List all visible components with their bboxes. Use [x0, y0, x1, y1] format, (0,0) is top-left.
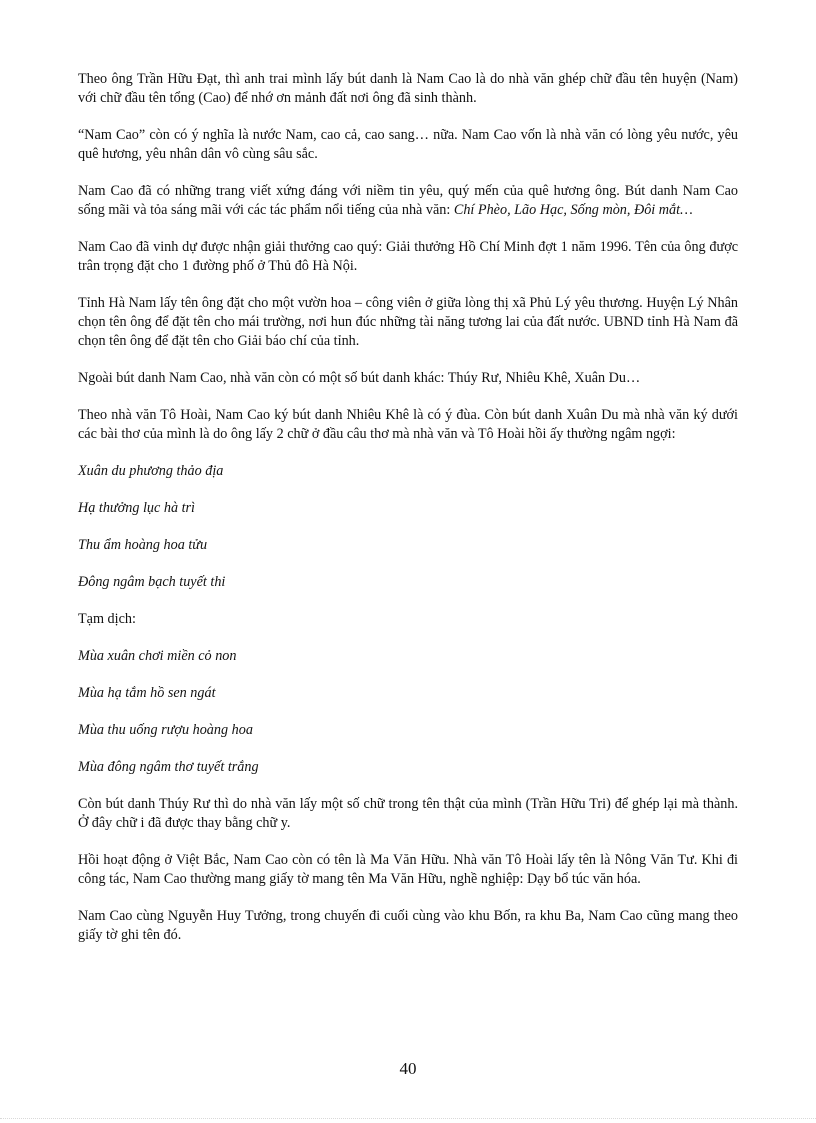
translation-label: Tạm dịch:: [78, 611, 136, 627]
paragraph-thuy-ru-origin: Còn bút danh Thúy Rư thì do nhà văn lấy một số chữ trong tên thật của mình (Trần Hữu Tri) để ghép lại mà thành. Ở đây chữ i đã được thay bằng chữ y.: [78, 796, 738, 831]
translated-poem-line: Mùa đông ngâm thơ tuyết trắng: [78, 759, 259, 775]
paragraph-pen-name-origin: Theo ông Trần Hữu Đạt, thì anh trai mình lấy bút danh là Nam Cao là do nhà văn ghép chữ đầu tên huyện (Nam) với chữ đầu tên tổng (Cao) để nhớ ơn mảnh đất nơi ông đã sinh thành.: [78, 71, 738, 106]
poem-line: Đông ngâm bạch tuyết thi: [78, 574, 226, 590]
paragraph-other-pen-names: Ngoài bút danh Nam Cao, nhà văn còn có một số bút danh khác: Thúy Rư, Nhiêu Khê, Xuân Du…: [78, 370, 641, 386]
document-body: [78, 70, 738, 963]
paragraph-famous-works: [78, 182, 738, 220]
page-number: 40: [399, 1059, 417, 1078]
translated-poem-line: Mùa xuân chơi miền cỏ non: [78, 648, 237, 664]
works-list: Chí Phèo, Lão Hạc, Sống mòn, Đôi mắt…: [453, 202, 693, 218]
paragraph-honors: Tỉnh Hà Nam lấy tên ông đặt cho một vườn hoa – công viên ở giữa lòng thị xã Phủ Lý yêu thương. Huyện Lý Nhân chọn tên ông để đặt tên cho mái trường, nơi hun đúc những tài năng tương lai của đất nước. UBND tỉnh Hà Nam đã chọn tên ông để đặt tên cho Giải báo chí của tỉnh.: [78, 295, 738, 349]
paragraph-xuan-du-origin: Theo nhà văn Tô Hoài, Nam Cao ký bút danh Nhiêu Khê là có ý đùa. Còn bút danh Xuân Du mà nhà văn ký dưới các bài thơ của mình là do ông lấy 2 chữ ở đầu câu thơ mà nhà văn và Tô Hoài hồi ấy thường ngâm ngợi:: [78, 407, 738, 442]
poem-line: Hạ thưởng lục hà trì: [78, 500, 195, 516]
paragraph-name-meaning: “Nam Cao” còn có ý nghĩa là nước Nam, cao cả, cao sang… nữa. Nam Cao vốn là nhà văn có lòng yêu nước, yêu quê hương, yêu nhân dân vô cùng sâu sắc.: [78, 127, 738, 162]
paragraph-viet-bac: Hồi hoạt động ở Việt Bắc, Nam Cao còn có tên là Ma Văn Hữu. Nhà văn Tô Hoài lấy tên là Nông Văn Tư. Khi đi công tác, Nam Cao thường mang giấy tờ mang tên Ma Văn Hữu, nghề nghiệp: Dạy bổ túc văn hóa.: [78, 852, 738, 887]
page-edge-divider: [0, 1118, 816, 1119]
paragraph-award: Nam Cao đã vinh dự được nhận giải thưởng cao quý: Giải thưởng Hồ Chí Minh đợt 1 năm 1996. Tên của ông được trân trọng đặt cho 1 đường phố ở Thủ đô Hà Nội.: [78, 239, 738, 274]
translated-poem-line: Mùa hạ tắm hồ sen ngát: [78, 685, 216, 701]
paragraph-final-trip: Nam Cao cùng Nguyễn Huy Tưởng, trong chuyến đi cuối cùng vào khu Bốn, ra khu Ba, Nam Cao cũng mang theo giấy tờ ghi tên đó.: [78, 908, 738, 943]
works-intro-text: Nam Cao đã có những trang viết xứng đáng với niềm tin yêu, quý mến của quê hương ông. Bút danh Nam Cao sống mãi và tỏa sáng mãi với các tác phẩm nổi tiếng của nhà văn:: [78, 183, 738, 218]
translated-poem-line: Mùa thu uống rượu hoàng hoa: [78, 722, 253, 738]
poem-line: Thu ẩm hoàng hoa tửu: [78, 537, 208, 553]
poem-line: Xuân du phương thảo địa: [78, 463, 224, 479]
